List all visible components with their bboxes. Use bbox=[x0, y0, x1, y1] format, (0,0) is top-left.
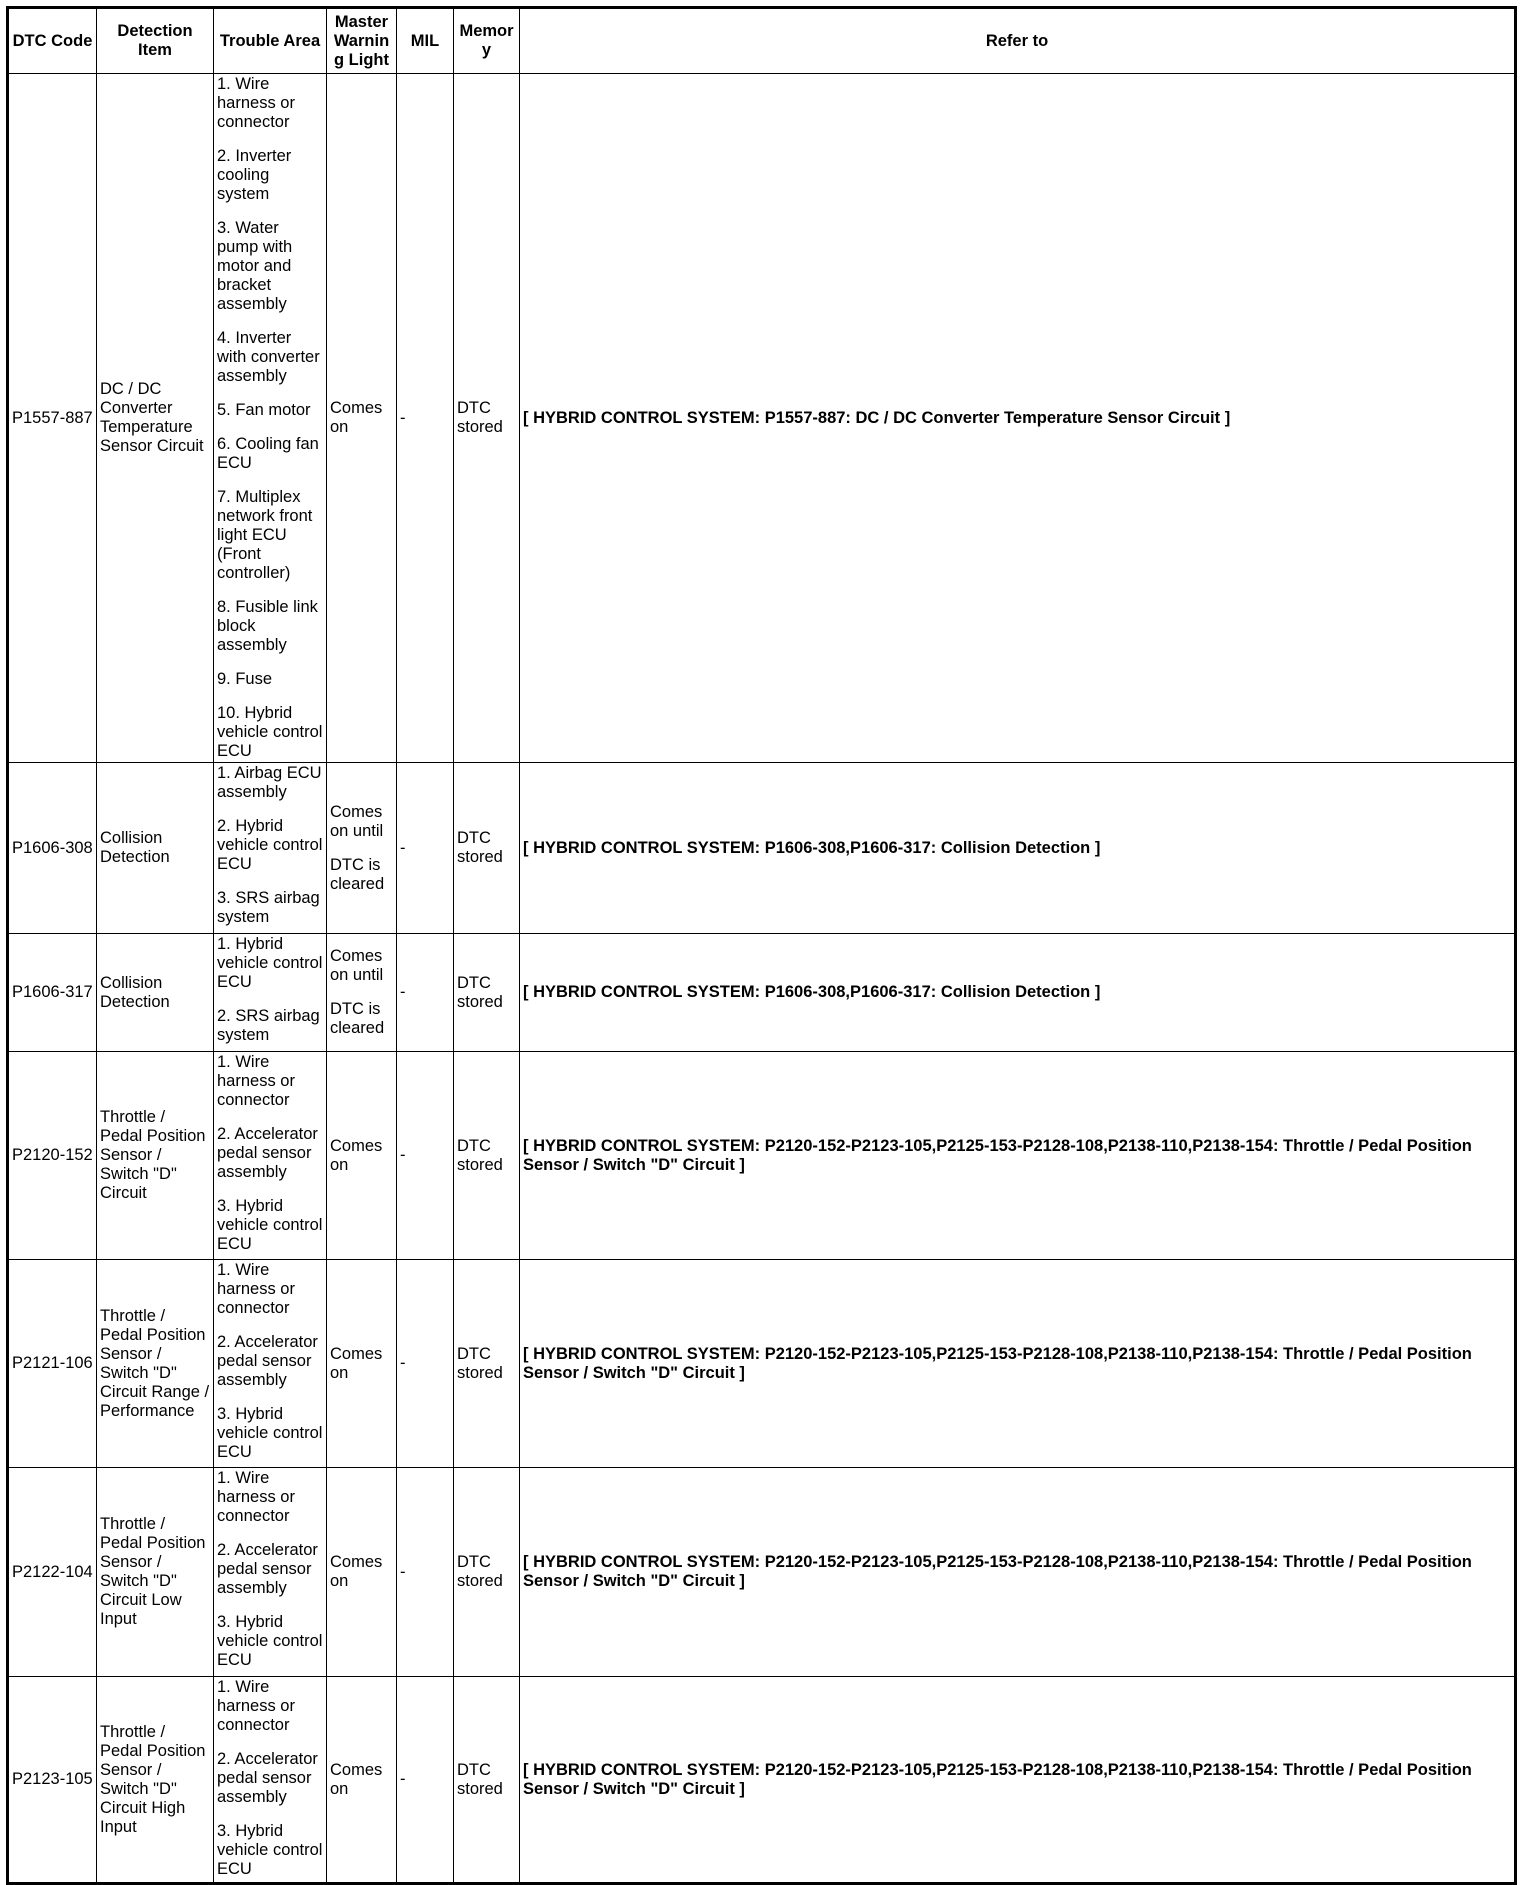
dtc-table bbox=[6, 6, 1517, 1885]
trouble-area-item: 2. Accelerator pedal sensor assembly bbox=[217, 1125, 318, 1181]
table-row bbox=[8, 763, 1516, 934]
detection-item-cell: Throttle / Pedal Position Sensor / Switch "D" Circuit Range / Performance bbox=[97, 1260, 214, 1468]
master-warning-light-text: Comes on bbox=[330, 1553, 383, 1590]
table-row bbox=[8, 1677, 1516, 1884]
trouble-area-item: 1. Wire harness or connector bbox=[217, 1261, 295, 1317]
trouble-area-item: 10. Hybrid vehicle control ECU bbox=[217, 704, 323, 760]
master-warning-light-cell bbox=[327, 1260, 397, 1468]
dtc-code-cell: P2123-105 bbox=[8, 1677, 97, 1884]
trouble-area-item: 3. Hybrid vehicle control ECU bbox=[217, 1405, 323, 1461]
header-trouble-area: Trouble Area bbox=[214, 8, 327, 74]
trouble-area-item: 3. Water pump with motor and bracket assembly bbox=[217, 219, 293, 313]
trouble-area-item: 2. Inverter cooling system bbox=[217, 147, 292, 203]
trouble-area-item: 6. Cooling fan ECU bbox=[217, 435, 319, 472]
header-master-warning-light: Master Warning Light bbox=[327, 8, 397, 74]
table-row bbox=[8, 934, 1516, 1052]
mil-cell: - bbox=[397, 1052, 454, 1260]
trouble-area-item: 2. Accelerator pedal sensor assembly bbox=[217, 1750, 318, 1806]
dtc-code-cell: P2120-152 bbox=[8, 1052, 97, 1260]
master-warning-light-text: Comes on bbox=[330, 1136, 383, 1174]
header-refer-to: Refer to bbox=[520, 8, 1516, 74]
trouble-area-item: 1. Wire harness or connector bbox=[217, 1053, 295, 1109]
detection-item-cell: DC / DC Converter Temperature Sensor Circuit bbox=[97, 74, 214, 763]
header-memory: Memory bbox=[454, 8, 520, 74]
trouble-area-cell bbox=[214, 1468, 327, 1677]
master-warning-light-text: DTC is cleared bbox=[330, 1000, 385, 1037]
header-mil: MIL bbox=[397, 8, 454, 74]
trouble-area-item: 2. SRS airbag system bbox=[217, 1007, 320, 1044]
mil-cell: - bbox=[397, 74, 454, 763]
header-detection-item: Detection Item bbox=[97, 8, 214, 74]
trouble-area-item: 2. Hybrid vehicle control ECU bbox=[217, 817, 323, 873]
trouble-area-item: 3. SRS airbag system bbox=[217, 889, 320, 926]
master-warning-light-cell bbox=[327, 1052, 397, 1260]
master-warning-light-cell bbox=[327, 934, 397, 1052]
dtc-code-cell: P2121-106 bbox=[8, 1260, 97, 1468]
mil-cell: - bbox=[397, 1260, 454, 1468]
trouble-area-item: 3. Hybrid vehicle control ECU bbox=[217, 1613, 323, 1669]
trouble-area-item: 9. Fuse bbox=[217, 670, 273, 688]
trouble-area-cell bbox=[214, 1260, 327, 1468]
memory-cell: DTC stored bbox=[454, 763, 520, 934]
trouble-area-item: 2. Accelerator pedal sensor assembly bbox=[217, 1333, 318, 1389]
master-warning-light-cell bbox=[327, 763, 397, 934]
detection-item-cell: Collision Detection bbox=[97, 934, 214, 1052]
dtc-code-cell: P1557-887 bbox=[8, 74, 97, 763]
table-row bbox=[8, 1260, 1516, 1468]
detection-item-cell: Collision Detection bbox=[97, 763, 214, 934]
trouble-area-item: 4. Inverter with converter assembly bbox=[217, 329, 320, 385]
memory-cell: DTC stored bbox=[454, 1468, 520, 1677]
trouble-area-item: 5. Fan motor bbox=[217, 401, 311, 419]
trouble-area-item: 1. Wire harness or connector bbox=[217, 1469, 295, 1525]
master-warning-light-text: Comes on until bbox=[330, 802, 384, 840]
refer-to-cell: [ HYBRID CONTROL SYSTEM: P2120-152-P2123-105,P2125-153-P2128-108,P2138-110,P2138-154: Throttle / Pedal Position Sensor / Switch "D" Circuit ] bbox=[520, 1677, 1516, 1884]
header-dtc-code: DTC Code bbox=[8, 8, 97, 74]
master-warning-light-text: DTC is cleared bbox=[330, 855, 385, 893]
trouble-area-item: 8. Fusible link block assembly bbox=[217, 598, 318, 654]
trouble-area-item: 3. Hybrid vehicle control ECU bbox=[217, 1197, 323, 1253]
refer-to-cell: [ HYBRID CONTROL SYSTEM: P1557-887: DC / DC Converter Temperature Sensor Circuit ] bbox=[520, 74, 1516, 763]
master-warning-light-cell bbox=[327, 1677, 397, 1884]
memory-cell: DTC stored bbox=[454, 1260, 520, 1468]
table-row bbox=[8, 1468, 1516, 1677]
master-warning-light-cell bbox=[327, 74, 397, 763]
trouble-area-item: 7. Multiplex network front light ECU (Front controller) bbox=[217, 488, 313, 582]
refer-to-cell: [ HYBRID CONTROL SYSTEM: P1606-308,P1606-317: Collision Detection ] bbox=[520, 763, 1516, 934]
master-warning-light-text: Comes on bbox=[330, 399, 383, 436]
mil-cell: - bbox=[397, 934, 454, 1052]
dtc-code-cell: P2122-104 bbox=[8, 1468, 97, 1677]
detection-item-cell: Throttle / Pedal Position Sensor / Switch "D" Circuit bbox=[97, 1052, 214, 1260]
trouble-area-cell bbox=[214, 74, 327, 763]
refer-to-cell: [ HYBRID CONTROL SYSTEM: P2120-152-P2123-105,P2125-153-P2128-108,P2138-110,P2138-154: Throttle / Pedal Position Sensor / Switch "D" Circuit ] bbox=[520, 1052, 1516, 1260]
trouble-area-item: 3. Hybrid vehicle control ECU bbox=[217, 1822, 323, 1878]
trouble-area-cell bbox=[214, 1677, 327, 1884]
memory-cell: DTC stored bbox=[454, 1052, 520, 1260]
trouble-area-item: 2. Accelerator pedal sensor assembly bbox=[217, 1541, 318, 1597]
trouble-area-cell bbox=[214, 1052, 327, 1260]
refer-to-cell: [ HYBRID CONTROL SYSTEM: P2120-152-P2123-105,P2125-153-P2128-108,P2138-110,P2138-154: Throttle / Pedal Position Sensor / Switch "D" Circuit ] bbox=[520, 1468, 1516, 1677]
memory-cell: DTC stored bbox=[454, 934, 520, 1052]
master-warning-light-text: Comes on bbox=[330, 1344, 383, 1382]
memory-cell: DTC stored bbox=[454, 74, 520, 763]
dtc-code-cell: P1606-308 bbox=[8, 763, 97, 934]
detection-item-cell: Throttle / Pedal Position Sensor / Switch "D" Circuit High Input bbox=[97, 1677, 214, 1884]
master-warning-light-text: Comes on bbox=[330, 1760, 383, 1798]
refer-to-cell: [ HYBRID CONTROL SYSTEM: P1606-308,P1606-317: Collision Detection ] bbox=[520, 934, 1516, 1052]
trouble-area-cell bbox=[214, 763, 327, 934]
trouble-area-item: 1. Airbag ECU assembly bbox=[217, 764, 322, 801]
refer-to-cell: [ HYBRID CONTROL SYSTEM: P2120-152-P2123-105,P2125-153-P2128-108,P2138-110,P2138-154: Throttle / Pedal Position Sensor / Switch "D" Circuit ] bbox=[520, 1260, 1516, 1468]
trouble-area-item: 1. Wire harness or connector bbox=[217, 75, 295, 131]
mil-cell: - bbox=[397, 1677, 454, 1884]
table-row bbox=[8, 74, 1516, 763]
master-warning-light-cell bbox=[327, 1468, 397, 1677]
dtc-table-container bbox=[6, 6, 1517, 1885]
memory-cell: DTC stored bbox=[454, 1677, 520, 1884]
trouble-area-item: 1. Wire harness or connector bbox=[217, 1678, 295, 1734]
dtc-code-cell: P1606-317 bbox=[8, 934, 97, 1052]
trouble-area-cell bbox=[214, 934, 327, 1052]
mil-cell: - bbox=[397, 763, 454, 934]
table-header-row bbox=[8, 8, 1516, 74]
table-row bbox=[8, 1052, 1516, 1260]
master-warning-light-text: Comes on until bbox=[330, 947, 384, 984]
mil-cell: - bbox=[397, 1468, 454, 1677]
detection-item-cell: Throttle / Pedal Position Sensor / Switch "D" Circuit Low Input bbox=[97, 1468, 214, 1677]
trouble-area-item: 1. Hybrid vehicle control ECU bbox=[217, 935, 323, 991]
